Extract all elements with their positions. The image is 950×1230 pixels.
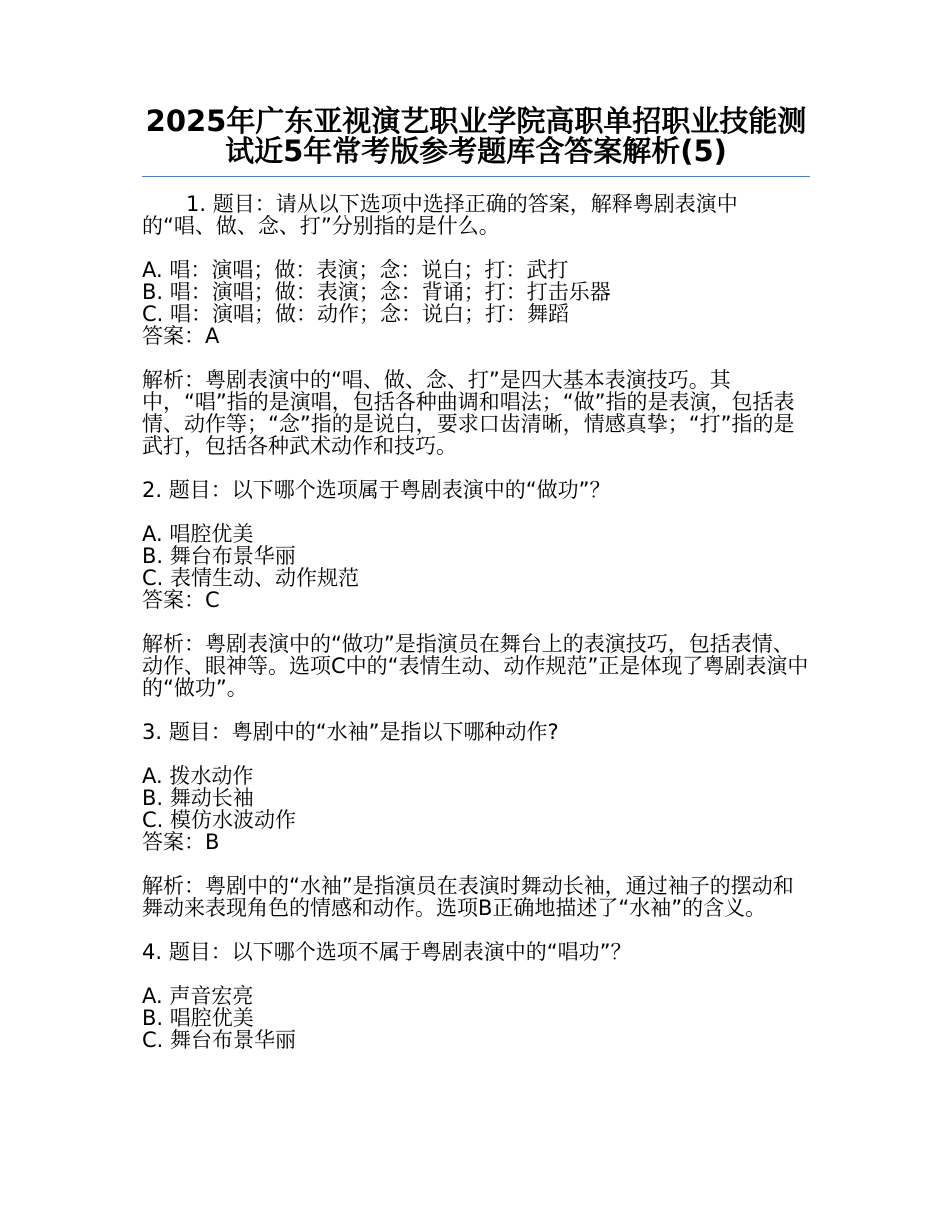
- spacer: [142, 611, 810, 633]
- question-3-option-a: A. 拨水动作: [142, 764, 254, 788]
- spacer: [142, 699, 810, 721]
- question-2-analysis: 解析：粤剧表演中的“做功”是指演员在舞台上的表演技巧，包括表情、动作、眼神等。选项C中的“表情生动、动作规范”正是体现了粤剧表演中的“做功”。: [142, 632, 809, 700]
- question-1-answer: 答案：A: [142, 324, 220, 348]
- question-4-option-c: C. 舞台布景华丽: [142, 1028, 297, 1052]
- spacer: [142, 743, 810, 765]
- question-3-option-b: B. 舞动长袖: [142, 786, 254, 810]
- question-1-option-a: A. 唱：演唱；做：表演；念：说白；打：武打: [142, 258, 569, 282]
- question-2-option-a: A. 唱腔优美: [142, 522, 254, 546]
- spacer: [142, 457, 810, 479]
- question-4-option-a: A. 声音宏亮: [142, 984, 254, 1008]
- title-underline: [142, 176, 810, 177]
- question-1-analysis: 解析：粤剧表演中的“唱、做、念、打”是四大基本表演技巧。其中，“唱”指的是演唱，包括各种曲调和唱法；“做”指的是表演，包括表情、动作等；“念”指的是说白，要求口齿清晰，情感真挚；“打”指的是武打，包括各种武术动作和技巧。: [142, 368, 795, 458]
- spacer: [142, 501, 810, 523]
- question-1-option-c: C. 唱：演唱；做：动作；念：说白；打：舞蹈: [142, 302, 570, 326]
- question-2-option-c: C. 表情生动、动作规范: [142, 566, 360, 590]
- document-page: [142, 100, 810, 1051]
- document-title: 2025年广东亚视演艺职业学院高职单招职业技能测试近5年常考版参考题库含答案解析(5): [145, 104, 807, 168]
- question-2-stem: 2. 题目：以下哪个选项属于粤剧表演中的“做功”？: [142, 478, 611, 502]
- spacer: [142, 347, 810, 369]
- spacer: [142, 963, 810, 985]
- question-3-answer: 答案：B: [142, 830, 220, 854]
- spacer: [142, 237, 810, 259]
- question-3-option-c: C. 模仿水波动作: [142, 808, 297, 832]
- question-3-analysis: 解析：粤剧中的“水袖”是指演员在表演时舞动长袖，通过袖子的摆动和舞动来表现角色的情感和动作。选项B正确地描述了“水袖”的含义。: [142, 874, 794, 920]
- question-4-option-b: B. 唱腔优美: [142, 1006, 254, 1030]
- spacer: [142, 853, 810, 875]
- question-2-answer: 答案：C: [142, 588, 220, 612]
- question-2-option-b: B. 舞台布景华丽: [142, 544, 296, 568]
- question-1-option-b: B. 唱：演唱；做：表演；念：背诵；打：打击乐器: [142, 280, 611, 304]
- question-3-stem: 3. 题目：粤剧中的“水袖”是指以下哪种动作?: [142, 720, 559, 744]
- question-4-stem: 4. 题目：以下哪个选项不属于粤剧表演中的“唱功”？: [142, 940, 632, 964]
- question-1-stem: 1. 题目：请从以下选项中选择正确的答案，解释粤剧表演中的“唱、做、念、打”分别指的是什么。: [142, 192, 738, 238]
- spacer: [142, 919, 810, 941]
